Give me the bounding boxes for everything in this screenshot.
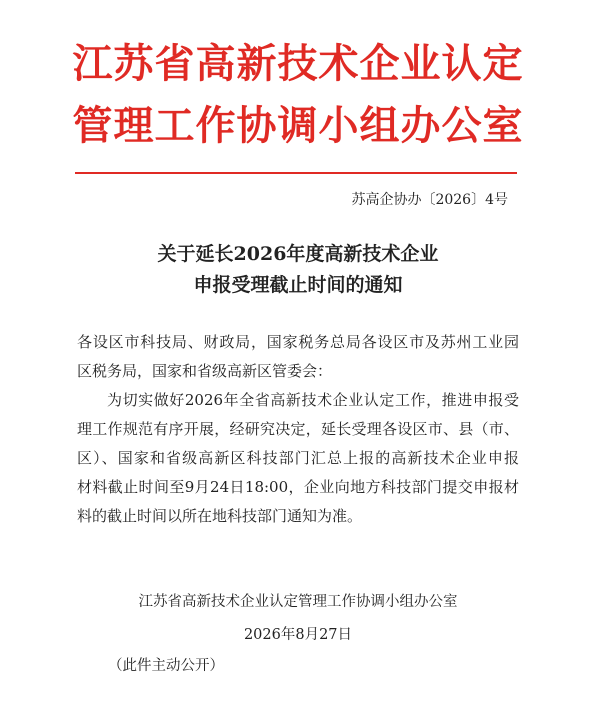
issuer-title-line-2: 管理工作协调小组办公室 [72, 102, 524, 149]
red-divider [75, 172, 517, 174]
addressee-line: 各设区市科技局、财政局，国家税务总局各设区市及苏州工业园 [77, 333, 519, 351]
addressee-line: 区税务局，国家和省级高新区管委会： [77, 362, 333, 380]
paragraph-line: 料的截止时间以所在地科技部门通知为准。 [77, 507, 363, 525]
addressee [77, 328, 519, 386]
paragraph-line: 理工作规范有序开展，经研究决定，延长受理各设区市、县（市、 [77, 420, 519, 438]
body-paragraph [77, 386, 519, 531]
notice-title-line-1: 关于延长2026年度高新技术企业 [157, 243, 439, 265]
disclosure-note: （此件主动公开） [108, 658, 224, 674]
paragraph-line: 区）、国家和省级高新区科技部门汇总上报的高新技术企业申报 [77, 449, 519, 467]
issuer-title-line-1: 江苏省高新技术企业认定 [72, 40, 524, 87]
signing-organization: 江苏省高新技术企业认定管理工作协调小组办公室 [138, 594, 458, 610]
notice-title-line-2: 申报受理截止时间的通知 [193, 274, 403, 296]
signing-date: 2026年8月27日 [243, 627, 353, 643]
document-number: 苏高企协办〔2026〕4号 [351, 192, 508, 208]
paragraph-line: 为切实做好2026年全省高新技术企业认定工作，推进申报受 [107, 391, 519, 409]
paragraph-line: 材料截止时间至9月24日18:00，企业向地方科技部门提交申报材 [77, 478, 519, 496]
